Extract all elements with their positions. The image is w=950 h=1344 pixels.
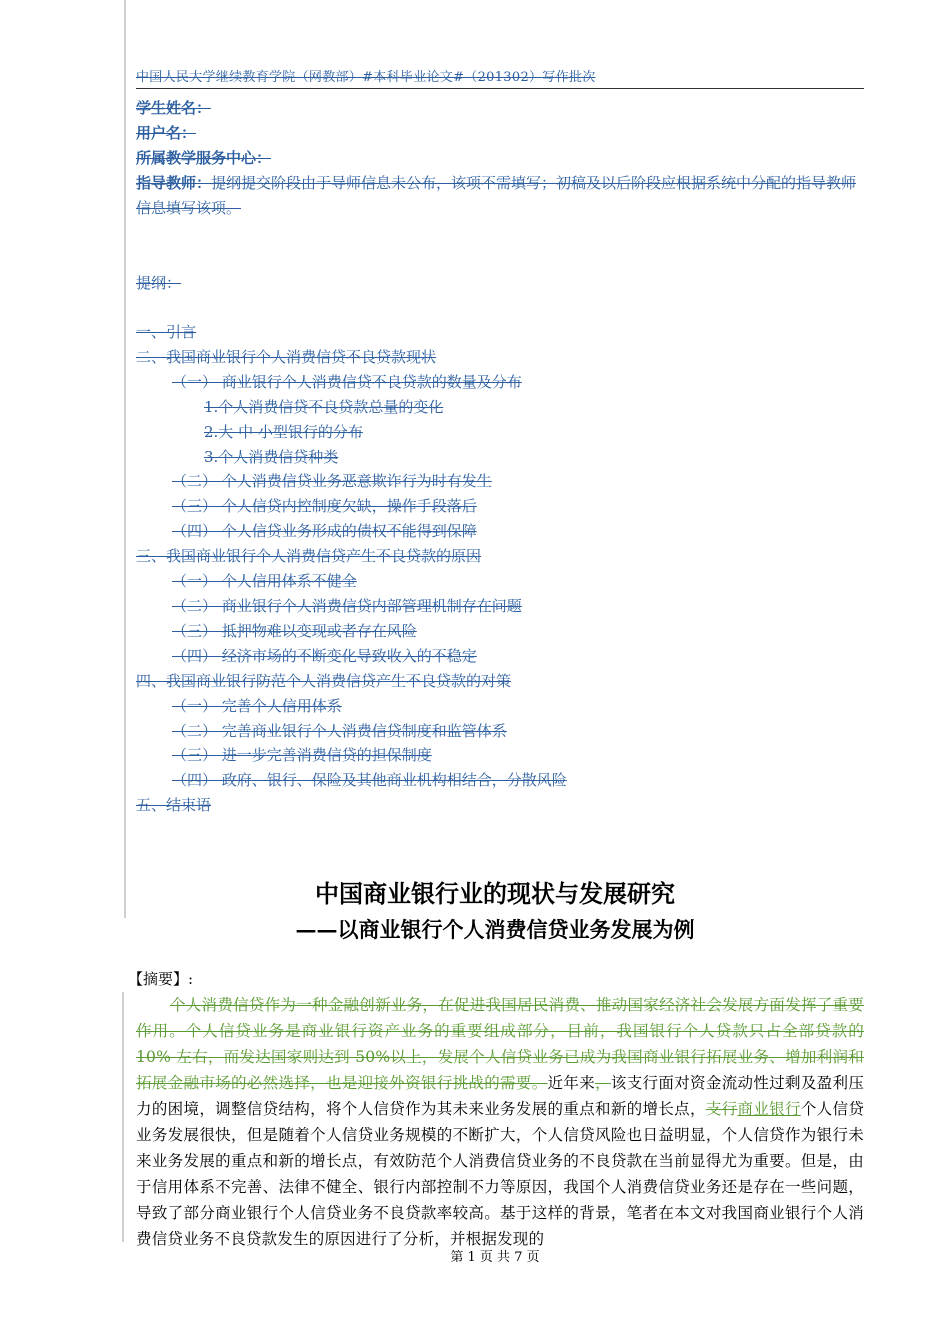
outline-label: 提纲：	[136, 274, 182, 292]
service-center-label: 所属教学服务中心：	[136, 149, 272, 167]
outline-item: 五、结束语	[136, 796, 212, 815]
page-header: 中国人民大学继续教育学院（网教部）#本科毕业论文#（201302）写作批次	[136, 66, 864, 89]
paper-subtitle: ——以商业银行个人消费信贷业务发展为例	[295, 917, 695, 942]
deleted-text: 支行	[705, 1100, 738, 1118]
abstract-body	[136, 992, 864, 1252]
outline-item: 四、我国商业银行防范个人消费信贷产生不良贷款的对策	[136, 671, 512, 690]
outline-item: （一） 商业银行个人消费信贷不良贷款的数量及分布	[172, 372, 522, 391]
inserted-text: 商业银行	[737, 1100, 801, 1118]
outline-item: （二） 完善商业银行个人消费信贷制度和监管体系	[172, 721, 507, 740]
student-name-label: 学生姓名：	[136, 99, 212, 117]
change-bar	[124, 0, 126, 918]
abstract-label: 【摘要】:	[128, 970, 194, 988]
outline-item: 3.个人消费信贷种类	[204, 447, 339, 466]
outline-item: （一） 个人信用体系不健全	[172, 572, 357, 591]
deleted-text: 个人消费信贷作为一种金融创新业务，在促进我国居民消费、推动国家经济社会发展方面发挥了重要作用。个人信贷业务是商业银行资产业务的重要组成部分，目前，我国银行个人贷款只占全部贷款的 10% 左右，而发达国家则达到 50%以上，发展个人信贷业务已成为我国商业银行拓展业务、增加利润和拓展金融市场的必然选择，也是迎接外资银行挑战的需要。	[136, 996, 864, 1092]
outline-item: 二、我国商业银行个人消费信贷不良贷款现状	[136, 347, 437, 366]
student-info	[136, 96, 866, 221]
outline-item: 一、引言	[136, 323, 197, 341]
page-footer: 第 1 页 共 7 页	[450, 1250, 540, 1265]
abstract-text: 该支行面对资金流动性过剩及盈利压力的困境，调整信贷结构，将个人信贷作为其未来业务发展的重点和新的增长点，	[136, 1074, 865, 1118]
outline-item: （三） 进一步完善消费信贷的担保制度	[172, 746, 432, 765]
outline-item: （二） 个人消费信贷业务恶意欺诈行为时有发生	[172, 472, 492, 491]
abstract-text: 个人信贷业务发展很快，但是随着个人信贷业务规模的不断扩大，个人信贷风险也日益明显，个人信贷作为银行未来业务发展的重点和新的增长点，有效防范个人消费信贷业务的不良贷款在当前显得尤为重要。但是，由于信用体系不完善、法律不健全、银行内部控制不力等原因，我国个人消费信贷业务还是存在一些问题，导致了部分商业银行个人信贷业务不良贷款率较高。基于这样的背景，笔者在本文对我国商业银行个人消费信贷业务不良贷款发生的原因进行了分析，并根据发现的	[136, 1100, 865, 1248]
outline-list	[136, 320, 866, 818]
outline-item: （四） 经济市场的不断变化导致收入的不稳定	[172, 646, 477, 665]
deleted-text: ，	[595, 1074, 611, 1092]
advisor-note: 提纲提交阶段由于导师信息未公布，该项不需填写；初稿及以后阶段应根据系统中分配的指导教师信息填写该项。	[136, 174, 857, 217]
outline-item: 三、我国商业银行个人消费信贷产生不良贷款的原因	[136, 547, 482, 566]
outline-item: 2.大 中 小型银行的分布	[204, 422, 363, 441]
paper-title: 中国商业银行业的现状与发展研究	[315, 879, 675, 908]
abstract-text: 近年来	[547, 1074, 596, 1092]
user-name-label: 用户名：	[136, 124, 197, 142]
outline-item: （一） 完善个人信用体系	[172, 696, 342, 715]
outline-item: （三） 抵押物难以变现或者存在风险	[172, 621, 417, 640]
outline-item: 1.个人消费信贷不良贷款总量的变化	[204, 397, 444, 416]
outline-item: （二） 商业银行个人消费信贷内部管理机制存在问题	[172, 596, 522, 615]
advisor-label: 指导教师：	[136, 174, 212, 192]
outline-item: （四） 个人信贷业务形成的债权不能得到保障	[172, 522, 477, 541]
outline-item: （三） 个人信贷内控制度欠缺，操作手段落后	[172, 497, 477, 516]
outline-item: （四） 政府、银行、保险及其他商业机构相结合，分散风险	[172, 771, 567, 790]
abstract-change-bar	[122, 992, 124, 1242]
